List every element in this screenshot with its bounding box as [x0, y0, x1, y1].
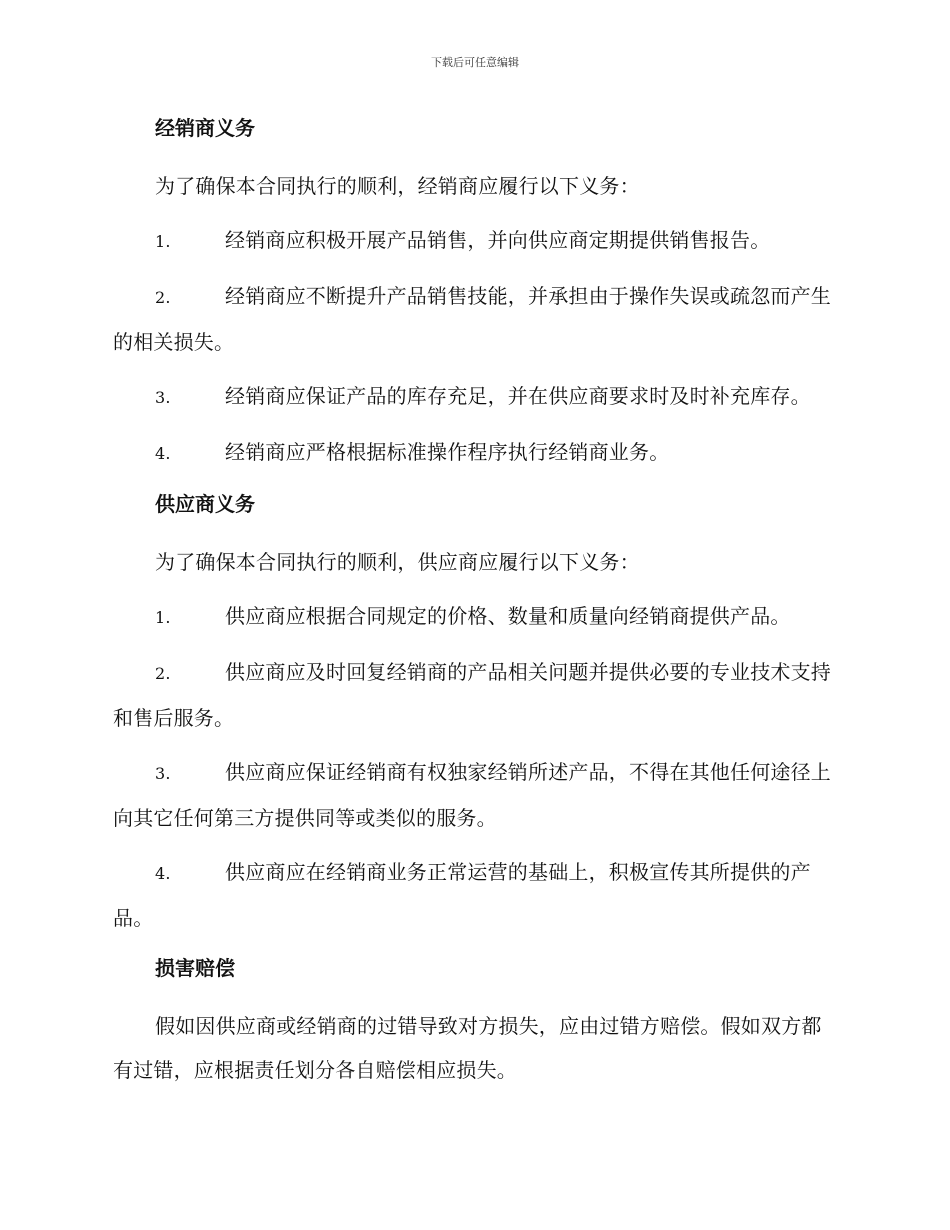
item-number: 2.	[155, 664, 171, 683]
item-number: 2.	[155, 288, 171, 307]
item-number: 3.	[155, 764, 171, 783]
section-heading: 经销商义务	[155, 116, 255, 140]
list-item	[113, 430, 838, 476]
item-text: 供应商应根据合同规定的价格、数量和质量向经销商提供产品。	[225, 604, 791, 628]
list-item	[113, 218, 838, 264]
section-intro: 为了确保本合同执行的顺利，经销商应履行以下义务：	[155, 174, 640, 198]
document-body	[113, 110, 838, 1102]
item-text: 经销商应不断提升产品销售技能，并承担由于操作失误或疏忽而产生的相关损失。	[113, 284, 831, 354]
item-text: 供应商应及时回复经销商的产品相关问题并提供必要的专业技术支持和售后服务。	[113, 660, 831, 730]
item-number: 4.	[155, 444, 171, 463]
list-item	[113, 750, 838, 840]
header-note: 下载后可任意编辑	[431, 56, 519, 69]
item-text: 经销商应积极开展产品销售，并向供应商定期提供销售报告。	[225, 228, 771, 252]
item-number: 1.	[155, 232, 171, 251]
section-paragraph: 假如因供应商或经销商的过错导致对方损失，应由过错方赔偿。假如双方都有过错，应根据责任划分各自赔偿相应损失。	[113, 1014, 822, 1082]
item-text: 经销商应严格根据标准操作程序执行经销商业务。	[225, 440, 670, 464]
list-item	[113, 374, 838, 420]
item-text: 供应商应在经销商业务正常运营的基础上，积极宣传其所提供的产品。	[113, 860, 811, 930]
item-text: 供应商应保证经销商有权独家经销所述产品，不得在其他任何途径上向其它任何第三方提供同等或类似的服务。	[113, 760, 831, 830]
section-intro: 为了确保本合同执行的顺利，供应商应履行以下义务：	[155, 550, 640, 574]
section-heading: 损害赔偿	[155, 956, 235, 980]
section-supplier-obligations	[113, 486, 838, 940]
item-number: 3.	[155, 388, 171, 407]
list-item	[113, 650, 838, 740]
section-damages	[113, 950, 838, 1092]
item-text: 经销商应保证产品的库存充足，并在供应商要求时及时补充库存。	[225, 384, 811, 408]
list-item	[113, 594, 838, 640]
list-item	[113, 274, 838, 364]
section-distributor-obligations	[113, 110, 838, 476]
list-item	[113, 850, 838, 940]
item-number: 1.	[155, 608, 171, 627]
item-number: 4.	[155, 864, 171, 883]
section-heading: 供应商义务	[155, 492, 255, 516]
